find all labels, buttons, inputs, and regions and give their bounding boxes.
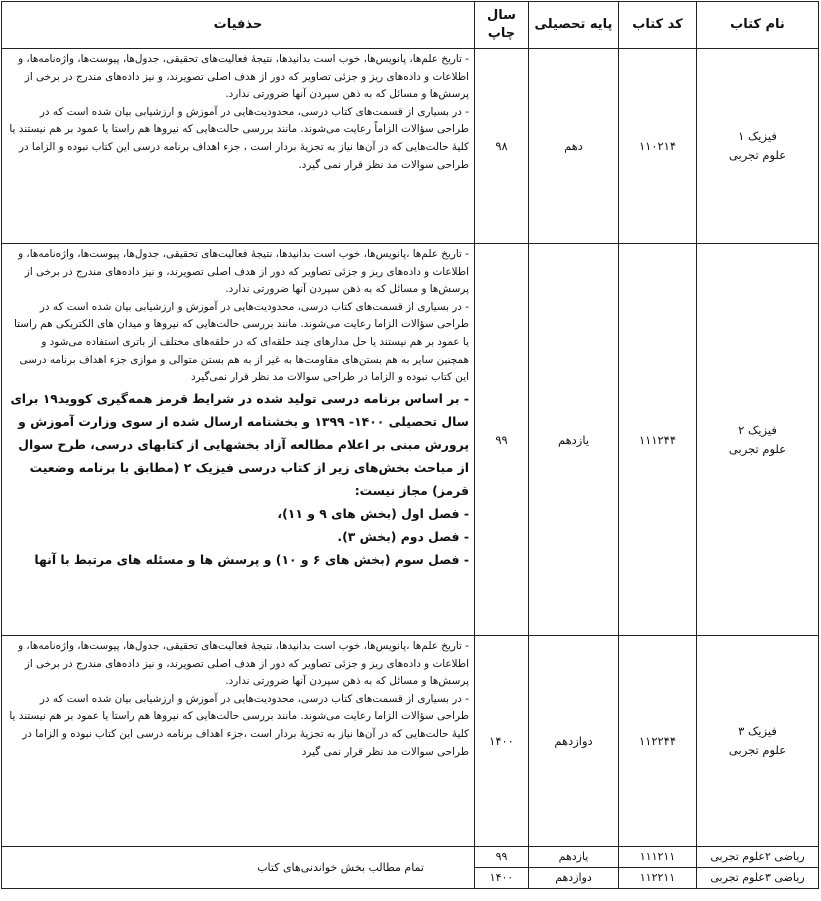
header-code: کد کتاب <box>619 2 697 49</box>
deletions-table <box>1 1 819 889</box>
detail-paragraph: - تاریخ علم‌ها، پانویس‌ها، خوب است بدانیدها، نتیجهٔ فعالیت‌های تحقیقی، جدول‌ها، پیوست‌ها، واژه‌نامه‌ها، و اطلاعات و داده‌های ریز و جزئی تصاویر که دور از هدف اصلی تصویرند، و نیز داده‌های مندرج در برخی از پرسش‌ها و مسائل که به ذهن سپردن آنها ضرورتی ندارد. <box>18 53 469 101</box>
book-name: فیزیک ۲ <box>738 422 777 437</box>
excluded-section: - فصل اول (بخش های ۹ و ۱۱)، <box>277 505 469 521</box>
header-grade: پایه تحصیلی <box>529 2 619 49</box>
book-field: علوم تجربی <box>728 441 787 456</box>
book-grade: دوازدهم <box>529 636 619 847</box>
math-details: تمام مطالب بخش خواندنی‌های کتاب <box>2 847 475 889</box>
header-deletions: حذفیات <box>2 2 475 49</box>
detail-paragraph: - تاریخ علم‌ها ،پانویس‌ها، خوب است بدانیدها، نتیجهٔ فعالیت‌های تحقیقی، جدول‌ها، پیوست‌ها، واژه‌نامه‌ها، و اطلاعات و داده‌های ریز و جزئی تصاویر که دور از هدف اصلی تصویرند، و نیز داده‌های مندرج در برخی از پرسش‌ها و مسائل که به ذهن سپردن آنها ضرورتی ندارد. <box>18 248 469 296</box>
book-code: ۱۱۲۲۴۴ <box>619 636 697 847</box>
detail-paragraph: - در بسیاری از قسمت‌های کتاب درسی، محدودیت‌هایی در آموزش و ارزشیابی بیان شده است که در طراحی سؤالات الزاماً رعایت می‌شوند. مانند بررسی حالت‌هایی که نیروها هم راستا یا عمود بر هم نیستند یا کلیهٔ حالت‌هایی که در آن‌ها نیاز به تجزیهٔ بردار است ، جزء اهداف برنامه درسی این کتاب نبوده و الزاما در طراحی سوالات مد نظر قرار نمی گیرد. <box>9 105 469 171</box>
book-name: ریاضی ۲علوم تجربی <box>697 847 819 868</box>
header-book-name: نام کتاب <box>697 2 819 49</box>
book-year: ۹۹ <box>475 244 529 636</box>
excluded-section: - فصل دوم (بخش ۳). <box>337 528 469 544</box>
book-grade: یازدهم <box>529 244 619 636</box>
book-field: علوم تجربی <box>728 148 787 162</box>
detail-paragraph: - در بسیاری از قسمت‌های کتاب درسی، محدودیت‌هایی در آموزش و ارزشیابی بیان شده است که در طراحی سؤالات الزاما رعایت می‌شوند. مانند بررسی حالت‌هایی که نیروها و میدان های الکتریکی هم راستا یا عمود بر هم نیستند یا حل مدارهای چند حلقه‌ای که در حلقه‌های مختلف از باتری استفاده می‌شود و همچنین سایر به هم بستن‌های مقاومت‌ها به غیر از به هم بستن متوالی و موازی جزء اهداف برنامه درسی این کتاب نبوده و الزاما در طراحی سوالات مد نظر قرار نمی‌گیرد <box>13 300 469 384</box>
book-code: ۱۱۱۲۴۴ <box>619 244 697 636</box>
book-year: ۹۸ <box>475 49 529 244</box>
book-name-cell <box>697 636 819 847</box>
table-row-physics-3 <box>2 636 819 847</box>
excluded-section: - فصل سوم (بخش های ۶ و ۱۰) و پرسش ها و مسئله های مرتبط با آنها <box>34 551 469 567</box>
table-row-physics-2 <box>2 244 819 636</box>
book-grade: دوازدهم <box>529 868 619 889</box>
detail-paragraph: - در بسیاری از قسمت‌های کتاب درسی، محدودیت‌هایی در آموزش و ارزشیابی بیان شده است که در طراحی سؤالات الزاما رعایت می‌شوند. مانند بررسی حالت‌هایی که نیروها هم راستا یا عمود بر هم نیستند یا کلیهٔ حالت‌هایی که در آن‌ها نیاز به تجزیهٔ بردار است ،جزء اهداف برنامه درسی این کتاب نبوده و الزاما در طراحی سوالات مد نظر قرار نمی گیرد <box>9 692 469 758</box>
book-code: ۱۱۲۲۱۱ <box>619 868 697 889</box>
book-year: ۹۹ <box>475 847 529 868</box>
detail-paragraph: - تاریخ علم‌ها ،پانویس‌ها، خوب است بدانیدها، نتیجهٔ فعالیت‌های تحقیقی، جدول‌ها، پیوست‌ها، واژه‌نامه‌ها، و اطلاعات و داده‌های ریز و جزئی تصاویر که دور از هدف اصلی تصویرند، و نیز داده‌های مندرج در برخی از پرسش‌ها و مسائل که به ذهن سپردن آنها ضرورتی ندارد. <box>18 640 469 688</box>
book-name-cell <box>697 244 819 636</box>
book-field: علوم تجربی <box>728 743 787 757</box>
book-name: ریاضی ۳علوم تجربی <box>697 868 819 889</box>
book-year: ۱۴۰۰ <box>475 868 529 889</box>
table-row-physics-1 <box>2 49 819 244</box>
book-name-cell <box>697 49 819 244</box>
book-year: ۱۴۰۰ <box>475 636 529 847</box>
details-cell <box>2 244 475 636</box>
book-name: فیزیک ۱ <box>738 129 777 143</box>
book-grade: دهم <box>529 49 619 244</box>
details-cell <box>2 49 475 244</box>
book-grade: یازدهم <box>529 847 619 868</box>
book-name: فیزیک ۳ <box>738 724 777 738</box>
details-cell <box>2 636 475 847</box>
red-status-note: - بر اساس برنامه درسی تولید شده در شرایط قرمز همه‌گیری کووید۱۹ برای سال تحصیلی ۱۴۰۰- ۱۳۹۹ و بخشنامه ارسال شده از سوی وزارت آموزش و پرورش مبنی بر اعلام مطالعه آزاد بخشهایی از کتابهای درسی، طرح سوال از مباحث بخش‌های زیر از کتاب درسی فیزیک ۲ (مطابق با برنامه وضعیت قرمز) مجاز نیست: <box>10 390 469 498</box>
header-row <box>2 2 819 49</box>
table-row-math-2 <box>2 847 819 868</box>
header-year: سال چاپ <box>475 2 529 49</box>
book-code: ۱۱۰۲۱۴ <box>619 49 697 244</box>
book-code: ۱۱۱۲۱۱ <box>619 847 697 868</box>
